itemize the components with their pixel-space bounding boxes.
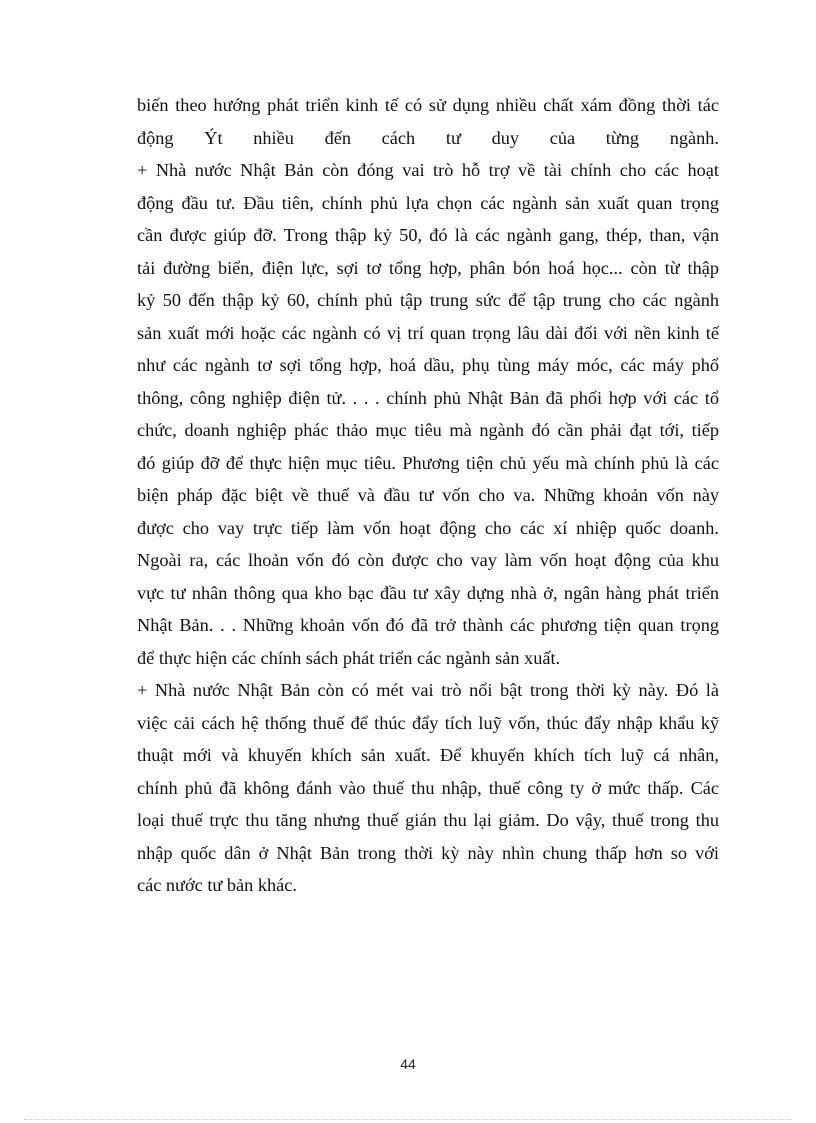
text-line: như các ngành tơ sợi tổng hợp, hoá dầu, phụ tùng máy móc, các máy phổ	[137, 355, 719, 375]
text-line: nhập quốc dân ở Nhật Bản trong thời kỳ này nhìn chung thấp hơn so với	[137, 842, 719, 863]
text-line: các nước tư bản khác.	[137, 875, 297, 895]
text-line: thông, công nghiệp điện tử. . . . chính phủ Nhật Bản đã phối hợp với các tổ	[137, 387, 719, 408]
text-line: động đầu tư. Đầu tiên, chính phủ lựa chọn các ngành sản xuất quan trọng	[137, 192, 719, 213]
text-line: vực tư nhân thông qua kho bạc đầu tư xây dựng nhà ở, ngân hàng phát triển	[137, 582, 719, 603]
body-text	[137, 89, 719, 902]
text-line: biến theo hướng phát triển kinh tế có sử dụng nhiều chất xám đồng thời tác	[137, 95, 719, 115]
text-line: cần được giúp đỡ. Trong thập kỷ 50, đó là các ngành gang, thép, than, vận	[137, 225, 719, 245]
text-line: việc cải cách hệ thống thuế để thúc đẩy tích luỹ vốn, thúc đẩy nhập khẩu kỹ	[137, 712, 719, 733]
text-line: được cho vay trực tiếp làm vốn hoạt động cho các xí nhiệp quốc doanh.	[137, 517, 719, 538]
text-line: biện pháp đặc biệt về thuế và đầu tư vốn cho va. Những khoản vốn này	[137, 485, 719, 505]
text-line: chính phủ đã không đánh vào thuế thu nhập, thuế công ty ở mức thấp. Các	[137, 777, 719, 798]
text-line: đó giúp đỡ để thực hiện mục tiêu. Phương tiện chủ yếu mà chính phủ là các	[137, 452, 719, 473]
text-line: sản xuất mới hoặc các ngành có vị trí quan trọng lâu dài đối với nền kinh tế	[137, 322, 719, 343]
page-bottom-divider	[24, 1119, 792, 1120]
text-line: Ngoài ra, các lhoản vốn đó còn được cho vay làm vốn hoạt động của khu	[137, 550, 719, 570]
text-line: thuật mới và khuyến khích sản xuất. Để khuyến khích tích luỹ cá nhân,	[137, 745, 719, 765]
text-line: tải đường biển, điện lực, sợi tơ tổng hợp, phân bón hoá học... còn từ thập	[137, 257, 719, 278]
text-line: động Ýt nhiều đến cách tư duy của từng ngành.	[137, 127, 719, 148]
text-line: + Nhà nước Nhật Bản còn đóng vai trò hỗ trợ về tài chính cho các hoạt	[137, 160, 719, 180]
text-line: + Nhà nước Nhật Bản còn có mét vai trò nổi bật trong thời kỳ này. Đó là	[137, 680, 719, 700]
text-line: Nhật Bản. . . Những khoản vốn đó đã trở thành các phương tiện quan trọng	[137, 615, 719, 635]
page-number: 44	[400, 1056, 416, 1072]
text-line: để thực hiện các chính sách phát triển các ngành sản xuất.	[137, 647, 561, 668]
text-line: kỷ 50 đến thập kỷ 60, chính phủ tập trung sức để tập trung cho các ngành	[137, 290, 719, 310]
text-line: loại thuế trực thu tăng nhưng thuế gián thu lại giảm. Do vậy, thuế trong thu	[137, 810, 719, 830]
text-line: chức, doanh nghiệp phác thảo mục tiêu mà ngành đó cần phải đạt tới, tiếp	[137, 420, 719, 440]
